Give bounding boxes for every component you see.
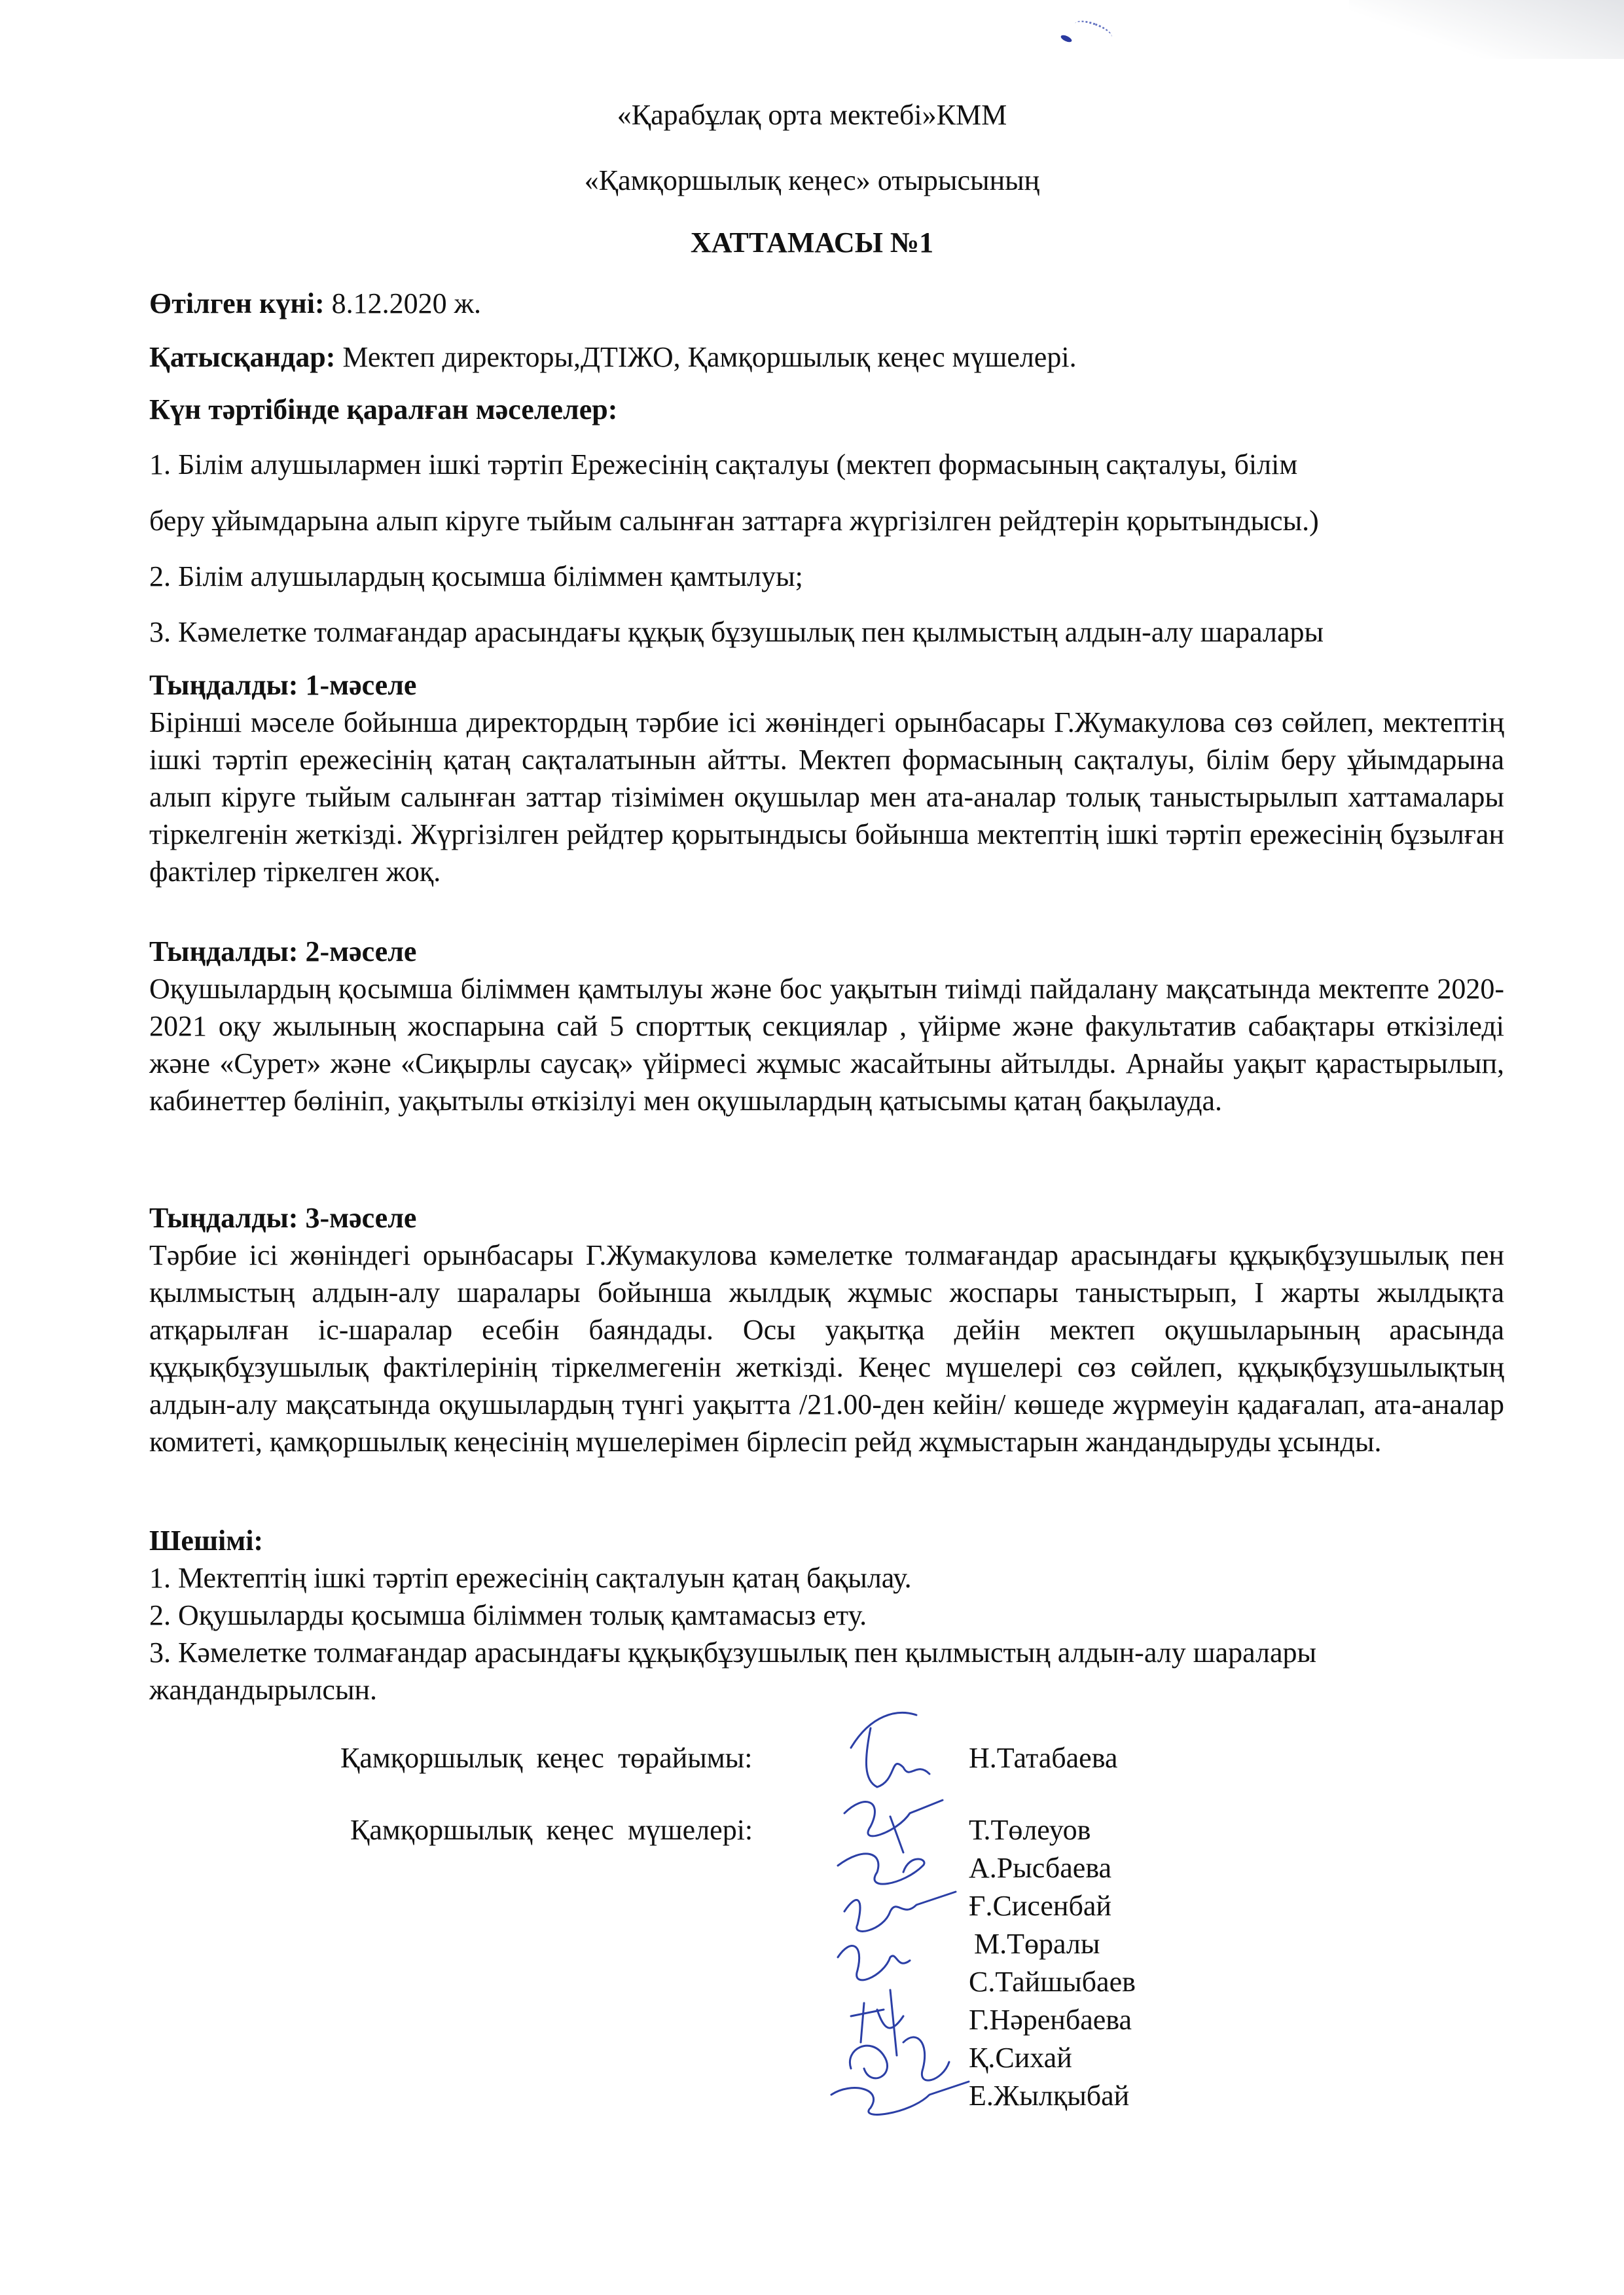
chair-name: Н.Татабаева — [969, 1742, 1118, 1774]
participants-label: Қатысқандар: — [149, 341, 336, 373]
ink-dot — [1060, 34, 1073, 44]
members-label: Қамқоршылық кеңес мүшелері: — [350, 1814, 753, 1846]
date-label: Өтілген күні: — [149, 287, 325, 319]
member-name: Ғ.Сисенбай — [969, 1890, 1111, 1922]
chair-label: Қамқоршылық кеңес төрайымы: — [340, 1742, 753, 1774]
decision-block — [149, 1522, 1504, 1708]
member-name: Қ.Сихай — [969, 2042, 1072, 2074]
participants-value: Мектеп директоры,ДТІЖО, Қамқоршылық кеңес мүшелері. — [335, 341, 1077, 373]
date-row — [149, 287, 481, 320]
decision-item: 1. Мектептің ішкі тәртіп ережесінің сақталуын қатаң бақылау. — [149, 1562, 912, 1594]
participants-row — [149, 340, 1077, 374]
section-1 — [149, 666, 1504, 890]
agenda-item: 2. Білім алушылардың қосымша біліммен қамтылуы; — [149, 560, 803, 592]
decision-heading: Шешімі: — [149, 1525, 264, 1557]
handwritten-signatures-icon — [825, 1702, 995, 2121]
section-body: Тәрбие ісі жөніндегі орынбасары Г.Жумакулова кәмелетке толмағандар арасындағы құқықбұзушылық пен қылмыстың алдын-алу шаралары бойынша жылдық жұмыс жоспары таныстырып, І жарты жылдықта атқарылған іс-шаралар есебін баяндады. Осы уақытқа дейін мектеп оқушыларының арасында құқықбұзушылық фактілерінің тіркелмегенін жеткізді. Кеңес мүшелері сөз сөйлеп, құқықбұзушылықтың алдын-алу мақсатында оқушылардың түнгі уақытта /21.00-ден кейін/ көшеде жүрмеуін қадағалап, ата-аналар комитеті, қамқоршылық кеңесінің мүшелерімен бірлесіп рейд жұмыстарын жандандыруды ұсынды. — [149, 1239, 1504, 1458]
agenda-item: 3. Кәмелетке толмағандар арасындағы құқық бұзушылық пен қылмыстың алдын-алу шаралары — [149, 616, 1324, 648]
document-title: ХАТТАМАСЫ №1 — [690, 226, 934, 259]
member-name: А.Рысбаева — [969, 1852, 1112, 1884]
section-3 — [149, 1199, 1504, 1460]
decision-item: 3. Кәмелетке толмағандар арасындағы құқықбұзушылық пен қылмыстың алдын-алу шаралары жандандырылсын. — [149, 1636, 1317, 1706]
section-body: Бірінші мәселе бойынша директордың тәрбие ісі жөніндегі орынбасары Г.Жумакулова сөз сөйлеп, мектептің ішкі тәртіп ережесінің қатаң сақталатынын айтты. Мектеп формасының сақталуы, білім беру ұйымдарына алып кіруге тыйым салынған заттар тізімімен оқушылар мен ата-аналар толық таныстырылып хаттамалары тіркелгенін жеткізді. Жүргізілген рейдтер қорытындысы бойынша мектептің ішкі тәртіп ережесінің бұзылған фактілер тіркелген жоқ. — [149, 706, 1504, 888]
section-body: Оқушылардың қосымша біліммен қамтылуы және бос уақытын тиімді пайдалану мақсатында мектепте 2020-2021 оқу жылының жоспарына сай 5 спорттық секциялар , үйірме және факультатив сабақтары өткізіледі және «Сурет» және «Сиқырлы саусақ» үйірмесі жұмыс жасайтыны айтылды. Арнайы уақыт қарастырылып, кабинеттер бөлініп, уақытылы өткізілуі мен оқушылардың қатысымы қатаң бақылауда. — [149, 973, 1504, 1117]
council-line: «Қамқоршылық кеңес» отырысының — [584, 164, 1040, 196]
scan-shadow — [1349, 0, 1624, 59]
member-name: Е.Жылқыбай — [969, 2080, 1130, 2112]
section-heading: Тыңдалды: 2-мәселе — [149, 935, 417, 967]
ink-stroke — [1072, 16, 1114, 44]
section-heading: Тыңдалды: 1-мәселе — [149, 669, 417, 701]
agenda-item: 1. Білім алушылармен ішкі тәртіп Ережесінің сақталуы (мектеп формасының сақталуы, білім — [149, 448, 1298, 480]
date-value: 8.12.2020 ж. — [324, 287, 482, 319]
member-name: М.Төралы — [974, 1928, 1100, 1960]
agenda-label: Күн тәртібінде қаралған мәселелер: — [149, 393, 618, 425]
section-2 — [149, 933, 1504, 1119]
member-name: Т.Төлеуов — [969, 1814, 1091, 1846]
organization-name: «Қарабұлақ орта мектебі»КММ — [617, 99, 1007, 131]
section-heading: Тыңдалды: 3-мәселе — [149, 1202, 417, 1234]
decision-item: 2. Оқушыларды қосымша біліммен толық қамтамасыз ету. — [149, 1599, 867, 1631]
member-name: Г.Нәренбаева — [969, 2004, 1132, 2036]
agenda-item: беру ұйымдарына алып кіруге тыйым салынған заттарға жүргізілген рейдтерін қорытындысы.) — [149, 505, 1319, 537]
member-name: С.Тайшыбаев — [969, 1966, 1136, 1998]
